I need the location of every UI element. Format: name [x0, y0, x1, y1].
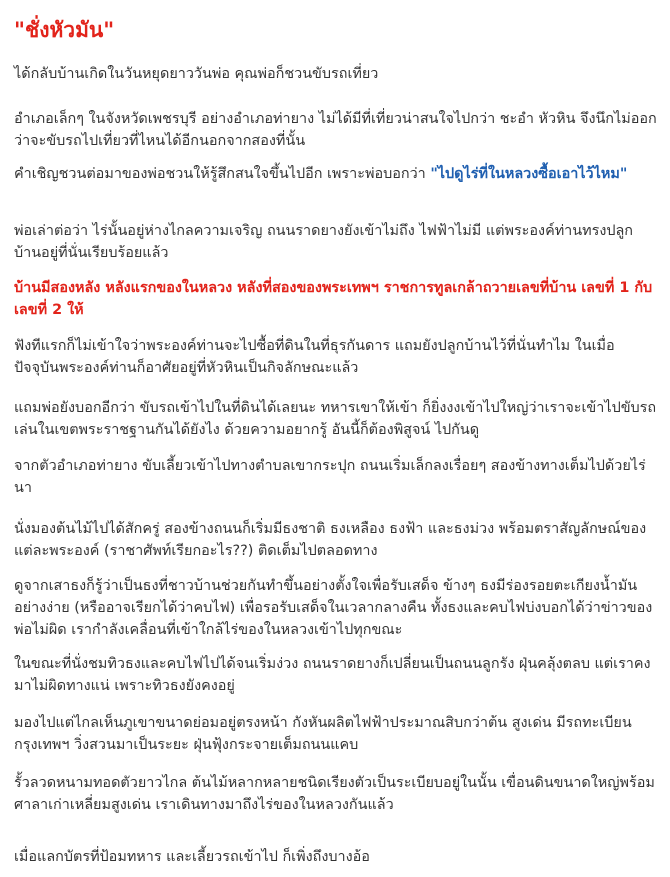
paragraph-1: ได้กลับบ้านเกิดในวันหยุดยาววันพ่อ คุณพ่อก็ชวนขับรถเที่ยว [14, 66, 379, 82]
paragraph-3-lead: คำเชิญชวนต่อมาของพ่อชวนให้รู้สึกสนใจขึ้นไปอีก เพราะพ่อบอกว่า [14, 166, 431, 182]
article-title: "ชั่งหัวมัน" [14, 18, 115, 42]
paragraph-12: มองไปแต่ไกลเห็นภูเขาขนาดย่อมอยู่ตรงหน้า กังหันผลิตไฟฟ้าประมาณสิบกว่าต้น สูงเด่น มีรถทะเบียนกรุงเทพฯ วิ่งสวนมาเป็นระยะ ฝุ่นฟุ้งกระจายเต็มถนนแคบ [14, 715, 632, 753]
paragraph-7: แถมพ่อยังบอกอีกว่า ขับรถเข้าไปในที่ดินได้เลยนะ ทหารเขาให้เข้า ก็ยิ่งงงเข้าไปใหญ่ว่าเราจะเข้าไปขับรถเล่นในเขตพระราชฐานกันได้ยังไง ด้วยความอยากรู้ อันนี้ก็ต้องพิสูจน์ ไปกันดู [14, 400, 657, 438]
paragraph-4: พ่อเล่าต่อว่า ไร่นั้นอยู่ห่างไกลความเจริญ ถนนราดยางยังเข้าไม่ถึง ไฟฟ้าไม่มี แต่พระองค์ท่านทรงปลูกบ้านอยู่ที่นั่นเรียบร้อยแล้ว [14, 223, 634, 261]
paragraph-14: เมื่อแลกบัตรที่ป้อมทหาร และเลี้ยวรถเข้าไป ก็เพิ่งถึงบางอ้อ [14, 849, 370, 865]
paragraph-5-highlight: บ้านมีสองหลัง หลังแรกของในหลวง หลังที่สองของพระเทพฯ ราชการทูลเกล้าถวายเลขที่บ้าน เลขที่ 1 กับเลขที่ 2 ให้ [14, 280, 653, 318]
paragraph-3-quote: "ไปดูไร่ที่ในหลวงซื้อเอาไว้ไหม" [430, 166, 628, 182]
paragraph-9: นั่งมองต้นไม้ไปได้สักครู่ สองข้างถนนก็เริ่มมีธงชาติ ธงเหลือง ธงฟ้า และธงม่วง พร้อมตราสัญลักษณ์ของแต่ละพระองค์ (ราชาศัพท์เรียกอะไร??) ติดเต็มไปตลอดทาง [14, 521, 647, 559]
paragraph-13: รั้วลวดหนามทอดตัวยาวไกล ต้นไม้หลากหลายชนิดเรียงตัวเป็นระเบียบอยู่ในนั้น เขื่อนดินขนาดใหญ่พร้อมศาลาเก่าเหลี่ยมสูงเด่น เราเดินทางมาถึงไร่ของในหลวงกันแล้ว [14, 775, 655, 813]
paragraph-2: อำเภอเล็กๆ ในจังหวัดเพชรบุรี อย่างอำเภอท่ายาง ไม่ได้มีที่เที่ยวน่าสนใจไปกว่า ชะอำ หัวหิน จึงนึกไม่ออกว่าจะขับรถไปเที่ยวที่ไหนได้อีกนอกจากสองที่นั้น [14, 111, 657, 149]
paragraph-10: ดูจากเสาธงก็รู้ว่าเป็นธงที่ชาวบ้านช่วยกันทำขึ้นอย่างตั้งใจเพื่อรับเสด็จ ข้างๆ ธงมีร่องรอยตะเกียงน้ำมันอย่างง่าย (หรืออาจเรียกได้ว่าคบไฟ) เพื่อรอรับเสด็จในเวลากลางคืน ทั้งธงและคบไฟบ่งบอกได้ว่าข่าวของพ่อไม่ผิด เรากำลังเคลื่อนที่เข้าใกล้ไร่ของในหลวงเข้าไปทุกขณะ [14, 578, 653, 638]
paragraph-6: ฟังทีแรกก็ไม่เข้าใจว่าพระองค์ท่านจะไปซื้อที่ดินในที่ธุรกันดาร แถมยังปลูกบ้านไว้ที่นั่นทำไม ในเมื่อปัจจุบันพระองค์ท่านก็อาศัยอยู่ที่หัวหินเป็นกิจลักษณะแล้ว [14, 338, 615, 376]
paragraph-8: จากตัวอำเภอท่ายาง ขับเลี้ยวเข้าไปทางตำบลเขากระปุก ถนนเริ่มเล็กลงเรื่อยๆ สองข้างทางเต็มไปด้วยไร่นา [14, 458, 646, 496]
paragraph-11: ในขณะที่นั่งชมทิวธงและคบไฟไปได้จนเริ่มง่วง ถนนราดยางก็เปลี่ยนเป็นถนนลูกรัง ฝุ่นคลุ้งตลบ แต่เราคงมาไม่ผิดทางแน่ เพราะทิวธงยังคงอยู่ [14, 656, 651, 694]
paragraph-3 [14, 163, 658, 185]
